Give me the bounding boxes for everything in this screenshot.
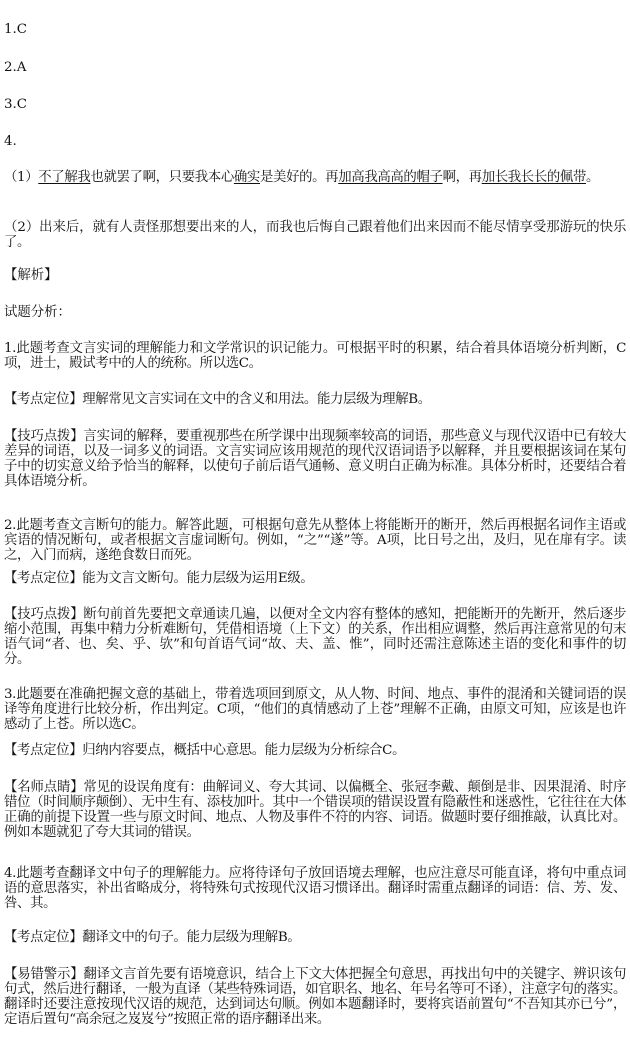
answer-1: 1.C (4, 22, 28, 37)
translation-text: 是美好的。再 (259, 170, 339, 185)
q1-analysis: 1.此题考查文言实词的理解能力和文学常识的识记能力。可根据平时的积累，结合着具体语境分析判断，C项，进士，殿试考中的人的统称。所以选C。 (4, 341, 626, 371)
analysis-intro: 试题分析： (4, 305, 71, 320)
answer-3: 3.C (4, 97, 28, 112)
q3-mingshi: 【名师点睛】常见的设误角度有：曲解词义、夸大其词、以偏概全、张冠李戴、颠倒是非、因果混淆、时序错位（时间顺序颠倒）、无中生有、添枝加叶。其中一个错误项的错误设置有隐蔽性和迷惑性，它往往在大体正确的前提下设置一些与原文时间、地点、人物及事件不符的内容、词语。做题时要仔细推敲，认真比对。例如本题就犯了夸大其词的错误。 (4, 780, 626, 840)
translation-1 (4, 170, 626, 185)
q4-yicuo: 【易错警示】翻译文言首先要有语境意识，结合上下文大体把握全句意思，再找出句中的关键字、辨识该句句式，然后进行翻译，一般为直译（某些特殊词语，如官职名、地名、年号名等可不译），注意字句的落实。翻译时还要注意按现代汉语的规范，达到词达句顺。例如本题翻译时，要将宾语前置句“不吾知其亦已兮”，定语后置句“高余冠之岌岌兮”按照正常的语序翻译出来。 (4, 967, 626, 1027)
q3-kaodian: 【考点定位】归纳内容要点，概括中心意思。能力层级为分析综合C。 (4, 743, 406, 758)
q2-jiqiao: 【技巧点拨】断句前首先要把文章通读几遍，以便对全文内容有整体的感知，把能断开的先断开，然后逐步缩小范围，再集中精力分析难断句，凭借相语境（上下文）的关系，作出相应调整，然后再注意常见的句末语气词“者、也、矣、乎、欤”和句首语气词“故、夫、盖、惟”，同时还需注意陈述主语的变化和事件的切分。 (4, 607, 626, 667)
underlined-phrase: 加高我高高的帽子 (338, 170, 443, 185)
translation-text: 也就罢了啊，只要我本心 (90, 170, 234, 185)
translation-2: （2）出来后，就有人责怪那想要出来的人，而我也后悔自己跟着他们出来因而不能尽情享受那游玩的快乐了。 (4, 220, 626, 250)
q1-kaodian: 【考点定位】理解常见文言实词在文中的含义和用法。能力层级为理解B。 (4, 392, 431, 407)
q2-kaodian: 【考点定位】能为文言文断句。能力层级为运用E级。 (4, 571, 314, 586)
underlined-phrase: 不了解我 (38, 170, 91, 185)
q1-jiqiao: 【技巧点拨】言实词的解释，要重视那些在所学课中出现频率较高的词语，那些意义与现代汉语中已有较大差异的词语，以及一词多义的词语。文言实词应该用规范的现代汉语词语予以解释，并且要根据该词在某句子中的切实意义给予恰当的解释，以使句子前后语气通畅、意义明白正确为标准。具体分析时，还要结合着具体语境分析。 (4, 429, 626, 489)
q3-analysis: 3.此题要在准确把握文意的基础上，带着选项回到原文，从人物、时间、地点、事件的混淆和关键词语的误译等角度进行比较分析，作出判定。C项，“他们的真情感动了上苍”理解不正确，由原文可知，应该是也许感动了上苍。所以选C。 (4, 687, 626, 732)
q2-analysis: 2.此题考查文言断句的能力。解答此题，可根据句意先从整体上将能断开的断开，然后再根据名词作主语或宾语的情况断句，或者根据文言虚词断句。例如，“之”“遂”等。A项，比日号之出，及归，见在扉有字。读之，入门而病，遂绝食数日而死。 (4, 518, 626, 563)
analysis-heading: 【解析】 (4, 268, 58, 283)
q4-analysis: 4.此题考查翻译文中句子的理解能力。应将待译句子放回语境去理解，也应注意尽可能直译，将句中重点词语的意思落实，补出省略成分，将特殊句式按现代汉语习惯译出。翻译时需重点翻译的词语：信、芳、发、咎、其。 (4, 866, 626, 911)
answer-4: 4. (4, 134, 17, 149)
underlined-phrase: 加长我长长的佩带 (481, 170, 587, 185)
translation-1-number: （1） (4, 170, 39, 185)
answer-2: 2.A (4, 60, 27, 75)
underlined-phrase: 确实 (233, 170, 260, 185)
translation-text: 。 (586, 170, 600, 185)
q4-kaodian: 【考点定位】翻译文中的句子。能力层级为理解B。 (4, 930, 301, 945)
translation-text: 啊，再 (442, 170, 482, 185)
